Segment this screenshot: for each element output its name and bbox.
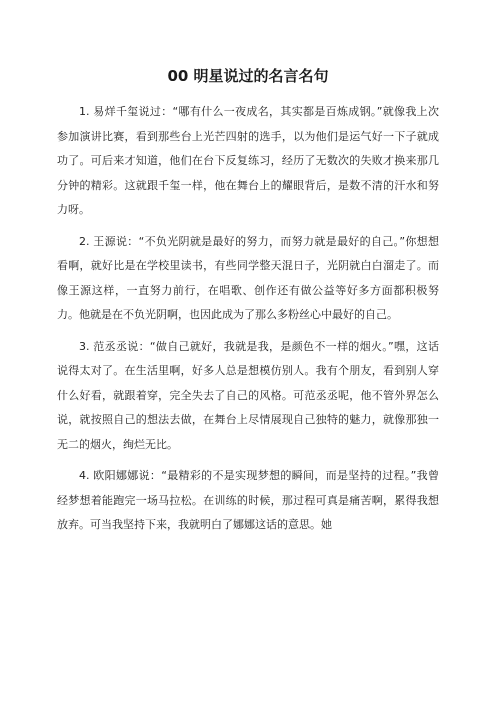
quote-paragraph-1: 1. 易烊千玺说过：“哪有什么一夜成名，其实都是百炼成钢。”就像我上次参加演讲比赛，看到那些台上光芒四射的选手，以为他们是运气好一下子就成功了。可后来才知道，他们在台下反复练习，经历了无数次的失败才换来那几分钟的精彩。这就跟千玺一样，他在舞台上的耀眼背后，是数不清的汗水和努力呀。 — [57, 105, 439, 216]
quote-paragraph-2: 2. 王源说：“不负光阴就是最好的努力，而努力就是最好的自己。”你想想看啊，就好比是在学校里读书，有些同学整天混日子，光阴就白白溜走了。而像王源这样，一直努力前行，在唱歌、创作还有做公益等好多方面都积极努力。他就是在不负光阴啊，也因此成为了那么多粉丝心中最好的自己。 — [57, 234, 439, 321]
quote-paragraph-4: 4. 欧阳娜娜说：“最精彩的不是实现梦想的瞬间，而是坚持的过程。”我曾经梦想着能跑完一场马拉松。在训练的时候，那过程可真是痛苦啊，累得我想放弃。可当我坚持下来，我就明白了娜娜这话的意思。她 — [57, 469, 439, 531]
document-title: 00 明星说过的名言名句 — [167, 67, 329, 85]
document-body — [57, 100, 439, 538]
quote-paragraph-3: 3. 范丞丞说：“做自己就好，我就是我，是颜色不一样的烟火。”嘿，这话说得太对了。在生活里啊，好多人总是想模仿别人。我有个朋友，看到别人穿什么好看，就跟着穿，完全失去了自己的风格。可范丞丞呢，他不管外界怎么说，就按照自己的想法去做，在舞台上尽情展现自己独特的魅力，就像那独一无二的烟火，绚烂无比。 — [57, 339, 439, 451]
